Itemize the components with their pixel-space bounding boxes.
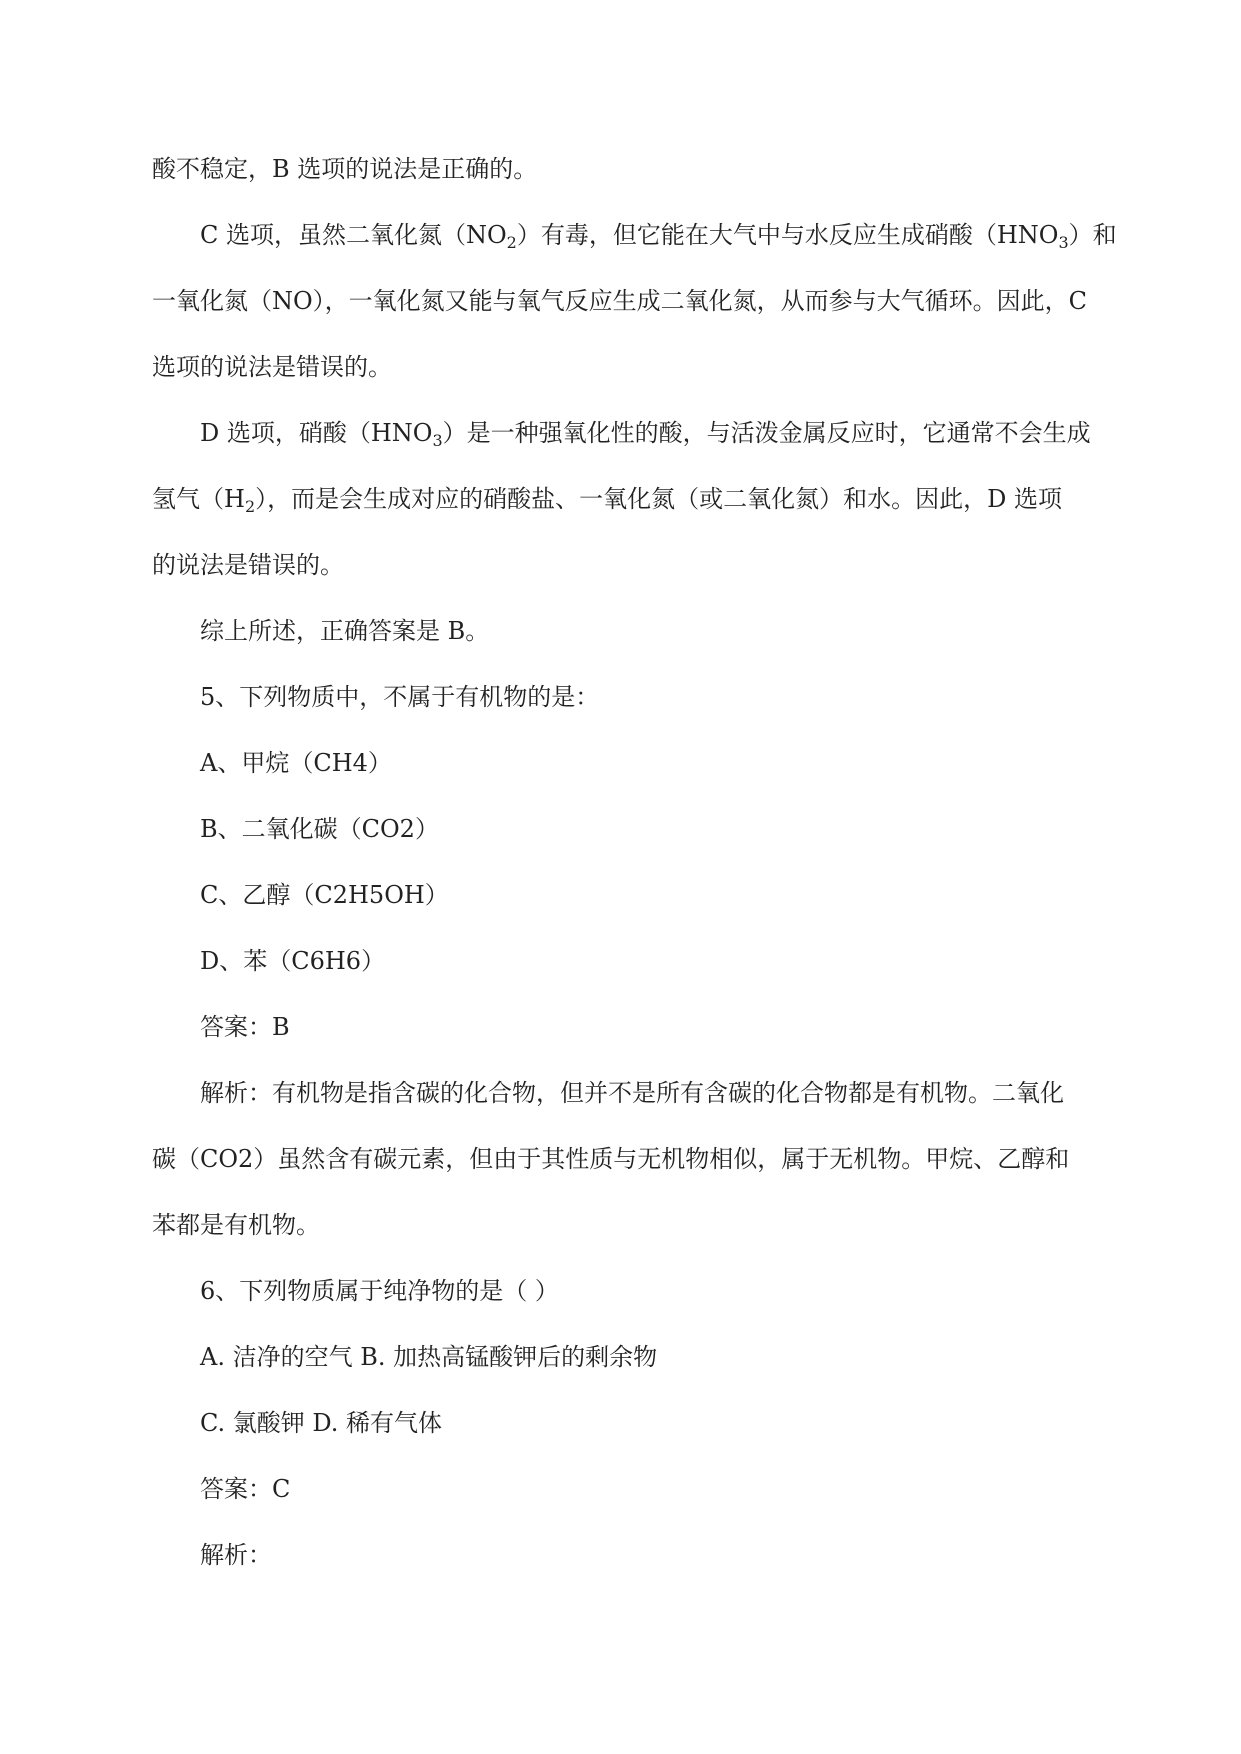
question-5 xyxy=(152,664,1098,1258)
paragraph-summary xyxy=(152,598,1098,664)
option-b: B、二氧化碳（CO2） xyxy=(200,815,439,843)
analysis-label: 解析： xyxy=(200,1541,272,1569)
text-line: 一氧化氮（NO），一氧化氮又能与氧气反应生成二氧化氮，从而参与大气循环。因此，C xyxy=(152,287,1088,315)
subscript: 2 xyxy=(506,233,517,252)
text-line xyxy=(152,466,1098,532)
option-c: C、乙醇（C2H5OH） xyxy=(200,881,449,909)
answer-text: 答案：C xyxy=(200,1475,291,1503)
text-line: 酸不稳定，B 选项的说法是正确的。 xyxy=(152,155,538,183)
subscript: 2 xyxy=(244,497,256,516)
analysis-line: 苯都是有机物。 xyxy=(152,1211,320,1239)
text-fragment: ），而是会生成对应的硝酸盐、一氧化氮（或二氧化氮）和水。因此，D 选项 xyxy=(255,485,1062,513)
document-page xyxy=(152,136,1117,1588)
paragraph-option-d xyxy=(152,400,1098,598)
subscript: 3 xyxy=(1058,233,1069,252)
analysis-line: 碳（CO2）虽然含有碳元素，但由于其性质与无机物相似，属于无机物。甲烷、乙醇和 xyxy=(152,1145,1070,1173)
option-a: A、甲烷（CH4） xyxy=(200,749,392,777)
paragraph-option-c xyxy=(152,202,1117,400)
text-fragment: 氢气（H xyxy=(152,485,245,513)
analysis-line: 解析：有机物是指含碳的化合物，但并不是所有含碳的化合物都是有机物。二氧化 xyxy=(200,1079,1064,1107)
text-fragment: ）有毒，但它能在大气中与水反应生成硝酸（HNO xyxy=(516,221,1059,249)
text-line: 的说法是错误的。 xyxy=(152,551,344,579)
text-fragment: D 选项，硝酸（HNO xyxy=(200,419,433,447)
options-line: A. 洁净的空气 B. 加热高锰酸钾后的剩余物 xyxy=(200,1343,658,1371)
subscript: 3 xyxy=(432,431,443,450)
text-line xyxy=(152,202,1117,268)
option-d: D、苯（C6H6） xyxy=(200,947,386,975)
question-6 xyxy=(152,1258,1098,1588)
paragraph-b-conclusion xyxy=(152,136,1098,202)
text-fragment: C 选项，虽然二氧化氮（NO xyxy=(200,221,507,249)
answer-text: 答案：B xyxy=(200,1013,290,1041)
text-line: 选项的说法是错误的。 xyxy=(152,353,392,381)
text-fragment: ）是一种强氧化性的酸，与活泼金属反应时，它通常不会生成 xyxy=(442,419,1091,447)
options-line: C. 氯酸钾 D. 稀有气体 xyxy=(200,1409,443,1437)
text-fragment: ）和 xyxy=(1068,221,1117,249)
question-text: 5、下列物质中，不属于有机物的是： xyxy=(200,683,600,711)
text-line: 综上所述，正确答案是 B。 xyxy=(200,617,490,645)
question-text: 6、下列物质属于纯净物的是（ ） xyxy=(200,1277,559,1305)
text-line xyxy=(152,400,1098,466)
